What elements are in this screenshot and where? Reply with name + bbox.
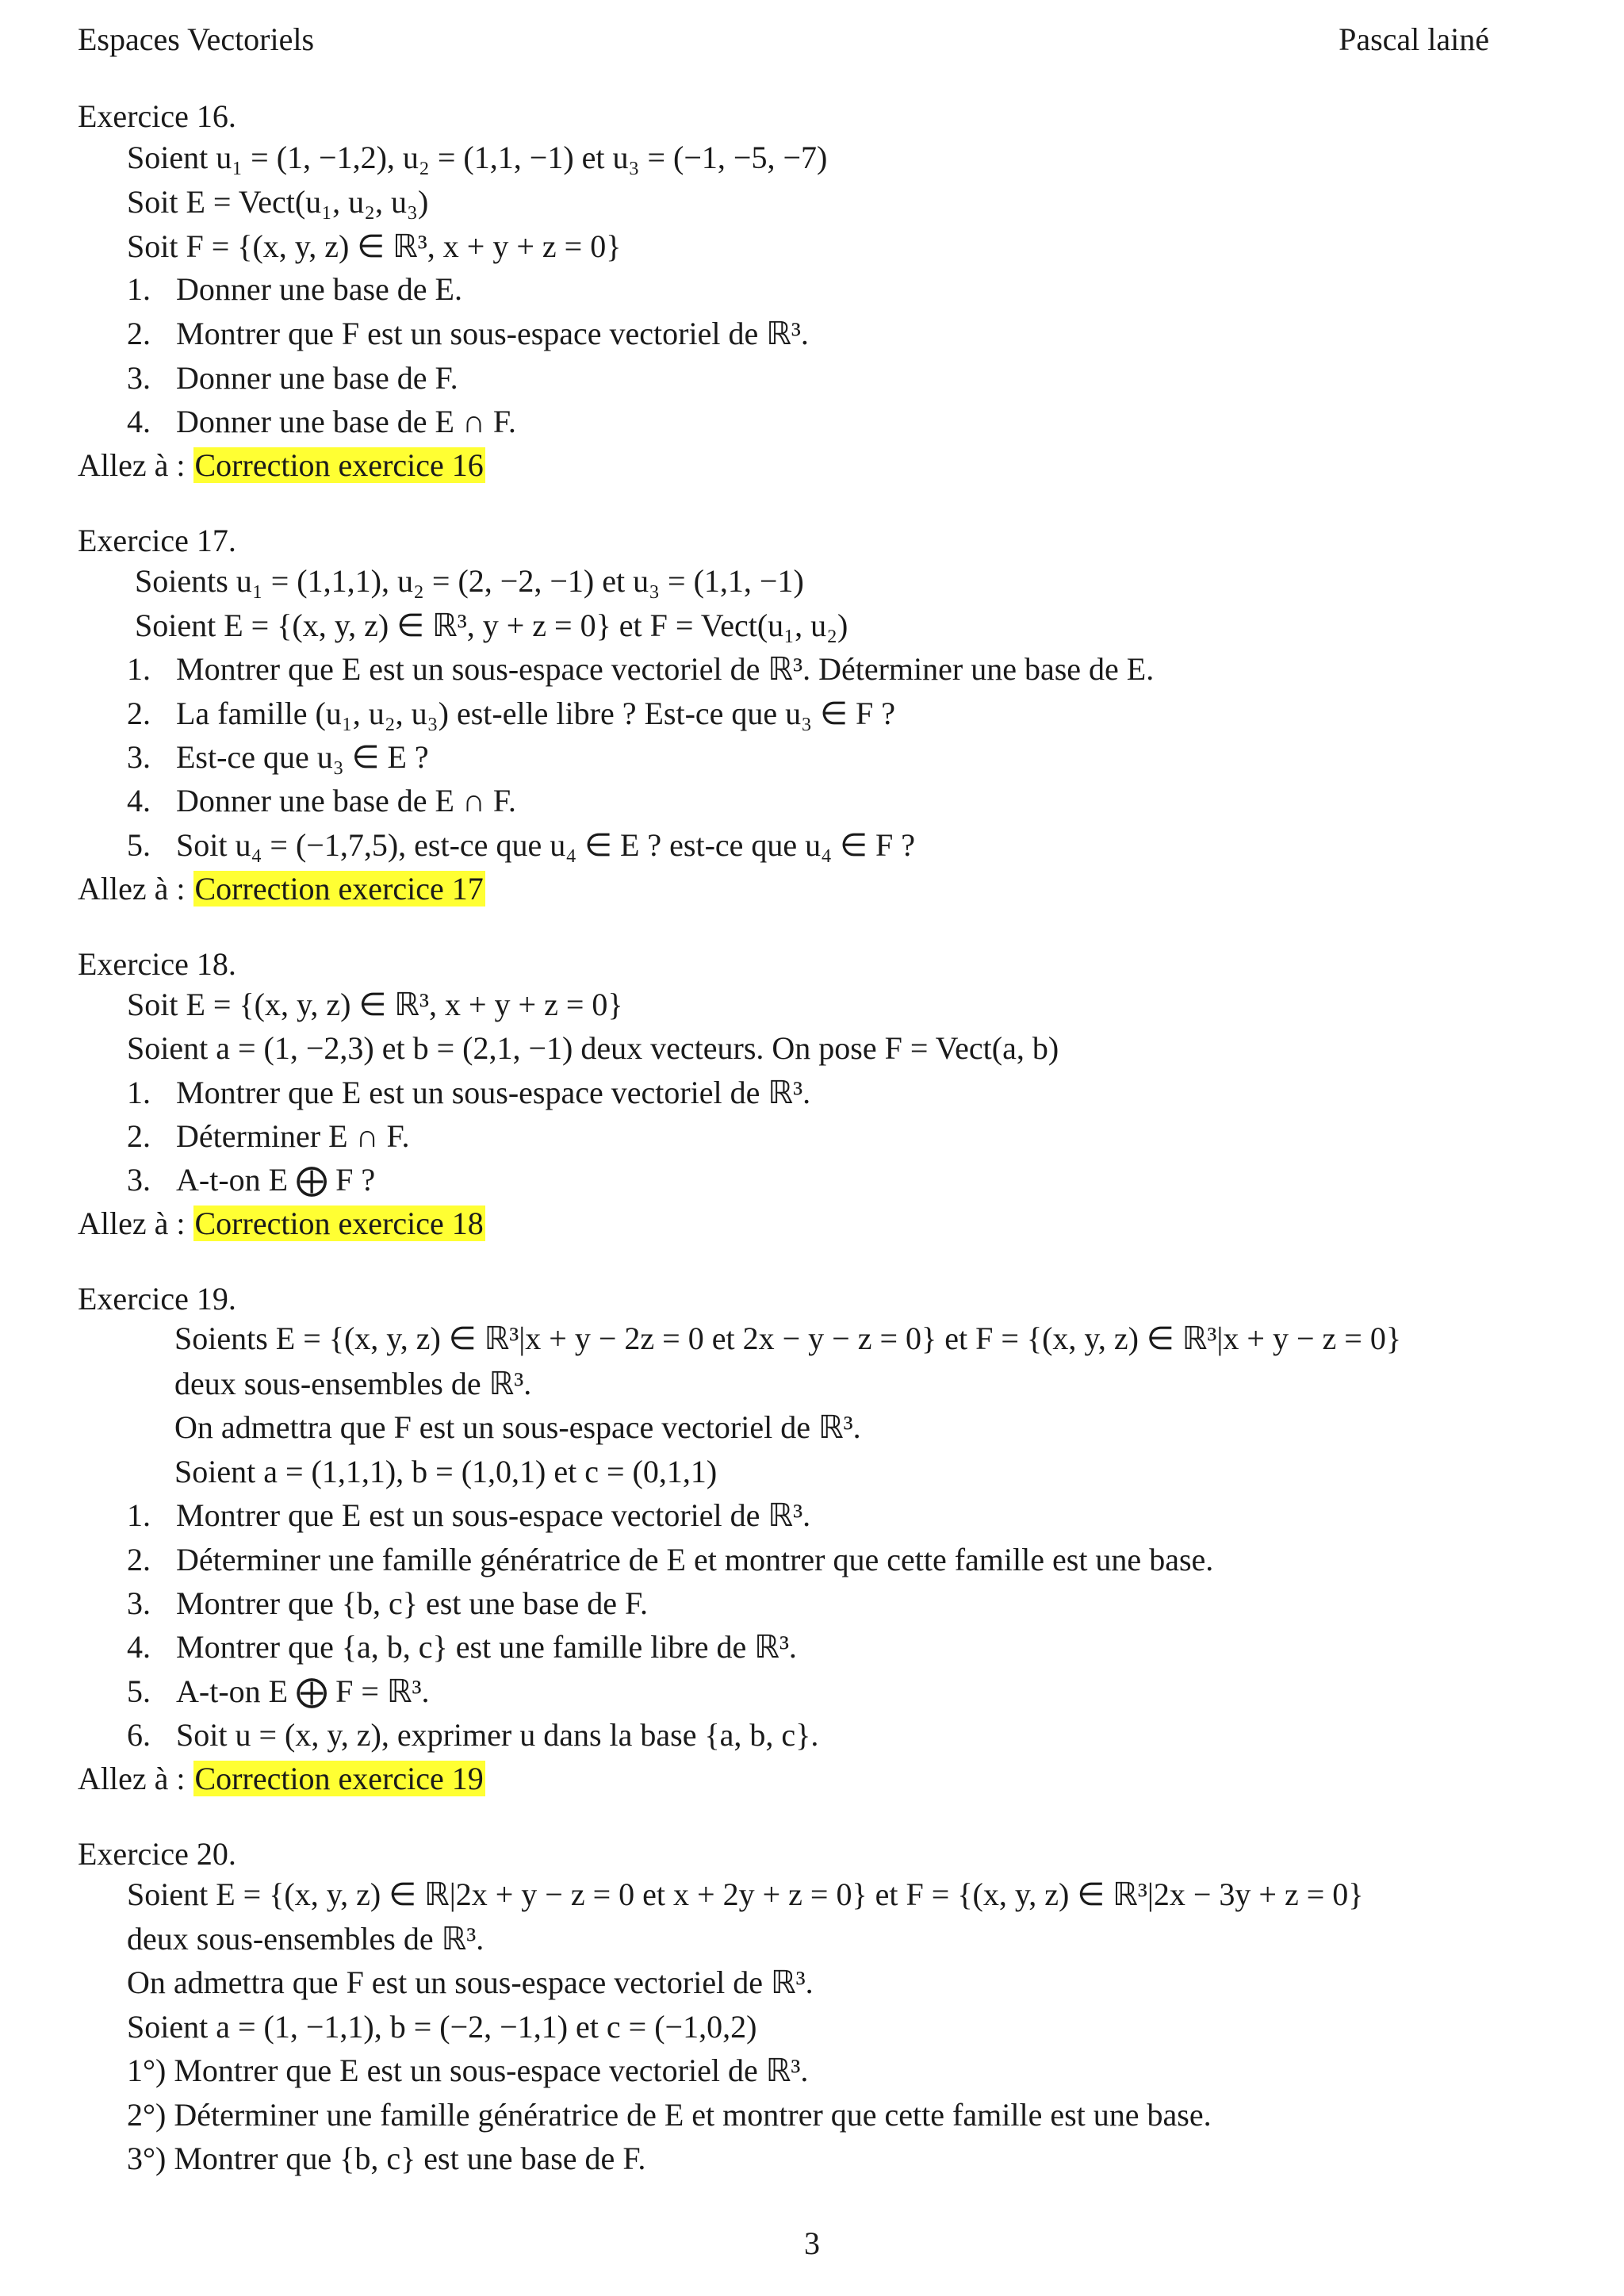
line-text: Soient a = (1,1,1), b = (1,0,1) et c = (0,1,1): [174, 1454, 718, 1489]
question-item: [127, 1159, 375, 1202]
question-number: 4.: [127, 404, 151, 439]
statement-line: [127, 2137, 645, 2180]
line-text: Soients E = {(x, y, z) ∈ ℝ³|x + y − 2z = 0 et 2x − y − z = 0} et F = {(x, y, z) ∈ ℝ³|x + y − z = 0}: [174, 1320, 1402, 1356]
statement-line: [127, 2006, 756, 2049]
exercise-heading: [78, 95, 236, 138]
line-text: Allez à :: [78, 1205, 193, 1241]
correction-link[interactable]: Correction exercice 17: [194, 871, 484, 907]
line-text: Donner une base de E ∩ F.: [176, 404, 516, 439]
question-item: [127, 780, 516, 822]
question-item: [127, 824, 915, 867]
goto-line: [78, 1202, 485, 1245]
line-text: Déterminer une famille génératrice de E et montrer que cette famille est une base.: [176, 1542, 1214, 1577]
statement-line: [127, 181, 428, 224]
goto-line: [78, 868, 485, 910]
question-number: 5.: [127, 1673, 151, 1709]
question-item: [127, 312, 809, 355]
exercise-heading: [78, 1833, 236, 1876]
statement-line: [174, 1363, 531, 1405]
question-item: [127, 1071, 810, 1114]
goto-line: [78, 444, 485, 487]
line-text: Exercice 19.: [78, 1281, 236, 1317]
line-text: Allez à :: [78, 447, 193, 483]
question-number: 4.: [127, 783, 151, 818]
question-number: 1.: [127, 651, 151, 687]
question-item: [127, 268, 462, 311]
line-text: Montrer que E est un sous-espace vectoriel de ℝ³. Déterminer une base de E.: [176, 651, 1155, 687]
line-text: A-t-on E ⨁ F ?: [176, 1162, 376, 1198]
exercise-heading: [78, 943, 236, 986]
line-text: Allez à :: [78, 871, 193, 907]
correction-link[interactable]: Correction exercice 16: [194, 447, 484, 483]
correction-link[interactable]: Correction exercice 18: [194, 1205, 484, 1241]
line-text: 3°) Montrer que {b, c} est une base de F.: [127, 2141, 646, 2176]
question-item: [127, 1582, 648, 1625]
question-number: 3.: [127, 1162, 151, 1198]
question-number: 3.: [127, 739, 151, 775]
question-item: [127, 1539, 1213, 1581]
line-text: On admettra que F est un sous-espace vectoriel de ℝ³.: [174, 1409, 861, 1445]
line-text: Exercice 16.: [78, 98, 236, 134]
line-text: Donner une base de E.: [176, 271, 462, 307]
question-item: [127, 357, 458, 400]
question-item: [127, 1714, 818, 1757]
question-item: [127, 648, 1154, 691]
question-number: 1.: [127, 1497, 151, 1533]
statement-line: [135, 604, 848, 647]
line-text: Soient u₁ = (1, −1,2), u₂ = (1,1, −1) et u₃ = (−1, −5, −7): [127, 140, 828, 175]
line-text: Soient E = {(x, y, z) ∈ ℝ³, y + z = 0} et F = Vect(u₁, u₂): [135, 608, 848, 643]
header-author: Pascal lainé: [1339, 21, 1489, 57]
line-text: La famille (u₁, u₂, u₃) est-elle libre ? Est-ce que u₃ ∈ F ?: [176, 696, 895, 731]
line-text: Soient E = {(x, y, z) ∈ ℝ|2x + y − z = 0 et x + 2y + z = 0} et F = {(x, y, z) ∈ ℝ³|2x − 3y + z = 0}: [127, 1876, 1364, 1912]
statement-line: [127, 2094, 1212, 2137]
line-text: Déterminer E ∩ F.: [176, 1118, 410, 1154]
question-item: [127, 1115, 410, 1158]
statement-line: [174, 1406, 861, 1449]
statement-line: [174, 1451, 717, 1493]
line-text: Soit E = {(x, y, z) ∈ ℝ³, x + y + z = 0}: [127, 987, 623, 1022]
question-item: [127, 736, 429, 779]
question-number: 1.: [127, 1075, 151, 1110]
line-text: Montrer que {a, b, c} est une famille libre de ℝ³.: [176, 1629, 797, 1665]
statement-line: [127, 983, 623, 1026]
line-text: Soit F = {(x, y, z) ∈ ℝ³, x + y + z = 0}: [127, 228, 622, 264]
line-text: Exercice 17.: [78, 523, 236, 558]
question-item: [127, 1626, 797, 1669]
line-text: Donner une base de F.: [176, 360, 458, 396]
question-number: 3.: [127, 360, 151, 396]
line-text: Donner une base de E ∩ F.: [176, 783, 516, 818]
question-item: [127, 401, 516, 443]
statement-line: [127, 1873, 1364, 1916]
line-text: 1°) Montrer que E est un sous-espace vectoriel de ℝ³.: [127, 2053, 809, 2088]
line-text: Soit u₄ = (−1,7,5), est-ce que u₄ ∈ E ? est-ce que u₄ ∈ F ?: [176, 827, 915, 863]
line-text: Soit u = (x, y, z), exprimer u dans la base {a, b, c}.: [176, 1717, 819, 1753]
line-text: Montrer que E est un sous-espace vectoriel de ℝ³.: [176, 1075, 811, 1110]
goto-line: [78, 1757, 485, 1800]
statement-line: [135, 560, 804, 603]
statement-line: [127, 2049, 808, 2092]
line-text: A-t-on E ⨁ F = ℝ³.: [176, 1673, 430, 1709]
line-text: deux sous-ensembles de ℝ³.: [174, 1366, 532, 1401]
question-number: 2.: [127, 316, 151, 351]
exercise-heading: [78, 1278, 236, 1320]
line-text: Montrer que F est un sous-espace vectoriel de ℝ³.: [176, 316, 809, 351]
question-item: [127, 1670, 430, 1713]
line-text: deux sous-ensembles de ℝ³.: [127, 1921, 485, 1957]
line-text: Soients u₁ = (1,1,1), u₂ = (2, −2, −1) et u₃ = (1,1, −1): [135, 563, 804, 599]
line-text: Exercice 20.: [78, 1836, 236, 1872]
question-number: 1.: [127, 271, 151, 307]
question-item: [127, 1494, 810, 1537]
question-number: 4.: [127, 1629, 151, 1665]
line-text: Montrer que {b, c} est une base de F.: [176, 1585, 649, 1621]
correction-link[interactable]: Correction exercice 19: [194, 1761, 484, 1796]
statement-line: [127, 1918, 484, 1961]
statement-line: [174, 1317, 1401, 1360]
line-text: On admettra que F est un sous-espace vectoriel de ℝ³.: [127, 1964, 814, 2000]
statement-line: [127, 1961, 814, 2004]
exercise-heading: [78, 519, 236, 562]
question-number: 6.: [127, 1717, 151, 1753]
line-text: Est-ce que u₃ ∈ E ?: [176, 739, 429, 775]
question-number: 3.: [127, 1585, 151, 1621]
line-text: 2°) Déterminer une famille génératrice de E et montrer que cette famille est une base.: [127, 2097, 1212, 2133]
line-text: Montrer que E est un sous-espace vectoriel de ℝ³.: [176, 1497, 811, 1533]
line-text: Soient a = (1, −1,1), b = (−2, −1,1) et c = (−1,0,2): [127, 2009, 757, 2045]
statement-line: [127, 225, 621, 268]
header-title: Espaces Vectoriels: [78, 21, 315, 57]
line-text: Soient a = (1, −2,3) et b = (2,1, −1) deux vecteurs. On pose F = Vect(a, b): [127, 1030, 1059, 1066]
statement-line: [127, 1027, 1059, 1070]
question-number: 5.: [127, 827, 151, 863]
question-item: [127, 692, 895, 735]
question-number: 2.: [127, 1118, 151, 1154]
page-number: 3: [804, 2225, 820, 2261]
question-number: 2.: [127, 696, 151, 731]
line-text: Allez à :: [78, 1761, 193, 1796]
question-number: 2.: [127, 1542, 151, 1577]
statement-line: [127, 136, 827, 179]
line-text: Exercice 18.: [78, 946, 236, 982]
line-text: Soit E = Vect(u₁, u₂, u₃): [127, 184, 429, 220]
